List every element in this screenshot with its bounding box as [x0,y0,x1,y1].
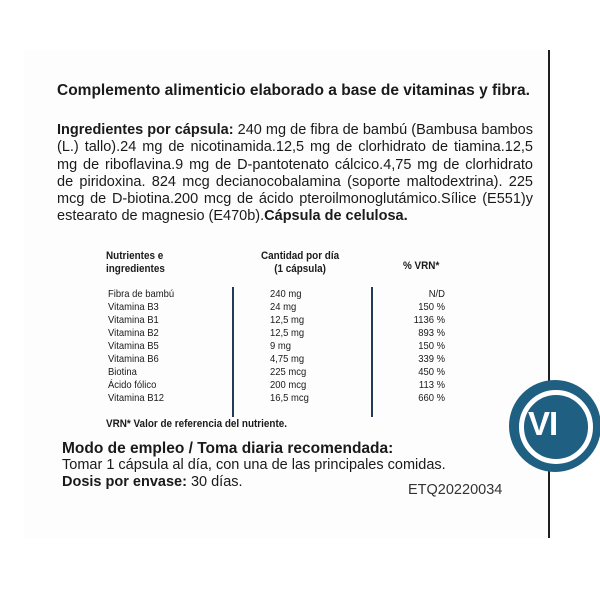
nutrient-vrn: 1136 % [413,314,445,326]
nutrient-name: Vitamina B3 [108,301,159,313]
doses-line [62,474,243,490]
quantity-column-header [261,250,339,276]
nutrient-quantity: 9 mg [270,340,292,352]
nutrients-column-header [106,250,165,276]
nutrient-name: Vitamina B2 [108,327,159,339]
logo-letters: VI [528,405,558,442]
capsule-text: Cápsula de celulosa. [264,208,408,225]
usage-title: Modo de empleo / Toma diaria recomendada: [62,440,394,457]
nutrient-name: Fibra de bambú [108,288,175,300]
nutrient-quantity: 225 mcg [270,366,307,378]
nutrient-vrn: 339 % [418,353,445,365]
table-row [0,392,600,404]
nutrient-vrn: 660 % [418,392,445,404]
nutrient-quantity: 200 mcg [270,379,307,391]
nutrients-header-line2: ingredientes [106,263,165,275]
nutrient-name: Vitamina B1 [108,314,159,326]
nutrient-name: Vitamina B5 [108,340,159,352]
doses-value: 30 días. [186,474,243,490]
nutrient-vrn: N/D [428,288,445,300]
ingredients-label: Ingredientes por cápsula: [57,122,234,138]
nutrient-quantity: 12,5 mg [270,314,305,326]
table-row [0,353,600,365]
table-row [0,379,600,391]
product-description: Complemento alimenticio elaborado a base de vitaminas y fibra. [57,82,530,99]
vrn-column-header: % VRN* [403,260,440,272]
usage-text: Tomar 1 cápsula al día, con una de las principales comidas. [62,457,446,473]
table-row [0,288,600,300]
nutrient-vrn: 150 % [418,301,445,313]
nutrient-vrn: 113 % [418,379,445,391]
nutrient-vrn: 150 % [418,340,445,352]
nutrient-name: Vitamina B6 [108,353,159,365]
ingredients-paragraph [57,122,533,226]
table-row [0,366,600,378]
vrn-footnote: VRN* Valor de referencia del nutriente. [106,418,288,430]
nutrient-vrn: 450 % [418,366,445,378]
nutrient-name: Ácido fólico [108,379,157,391]
ingredients-text: 240 mg de fibra de bambú (Bambusa bambos (L.) tallo).24 mg de nicotinamida.12,5 mg de clorhidrato de tiamina.12,5 mg de riboflavina.9 mg de D-pantotenato cálcico.4,75 mg de clorhidrato de piridoxina. 824 mcg decianocobalamina (soporte maltodextrina). 225 mcg de D-biotina.200 mcg de ácido pteroilmonoglutámico.Sílice (E551)y estearato de magnesio (E470b). [57,122,533,225]
nutrient-vrn: 893 % [418,327,445,339]
table-row [0,340,600,352]
nutrients-header-line1: Nutrientes e [106,250,164,262]
table-row [0,301,600,313]
nutrient-quantity: 24 mg [270,301,297,313]
doses-label: Dosis por envase: [62,474,187,490]
nutrient-name: Biotina [108,366,137,378]
nutrient-quantity: 240 mg [270,288,302,300]
label-code: ETQ20220034 [408,482,503,498]
nutrient-quantity: 12,5 mg [270,327,305,339]
nutrient-quantity: 16,5 mcg [270,392,309,404]
table-row [0,327,600,339]
nutrient-name: Vitamina B12 [108,392,165,404]
quantity-header-line1: Cantidad por día [261,250,340,262]
quantity-header-line2: (1 cápsula) [274,263,326,275]
nutrient-quantity: 4,75 mg [270,353,305,365]
table-row [0,314,600,326]
